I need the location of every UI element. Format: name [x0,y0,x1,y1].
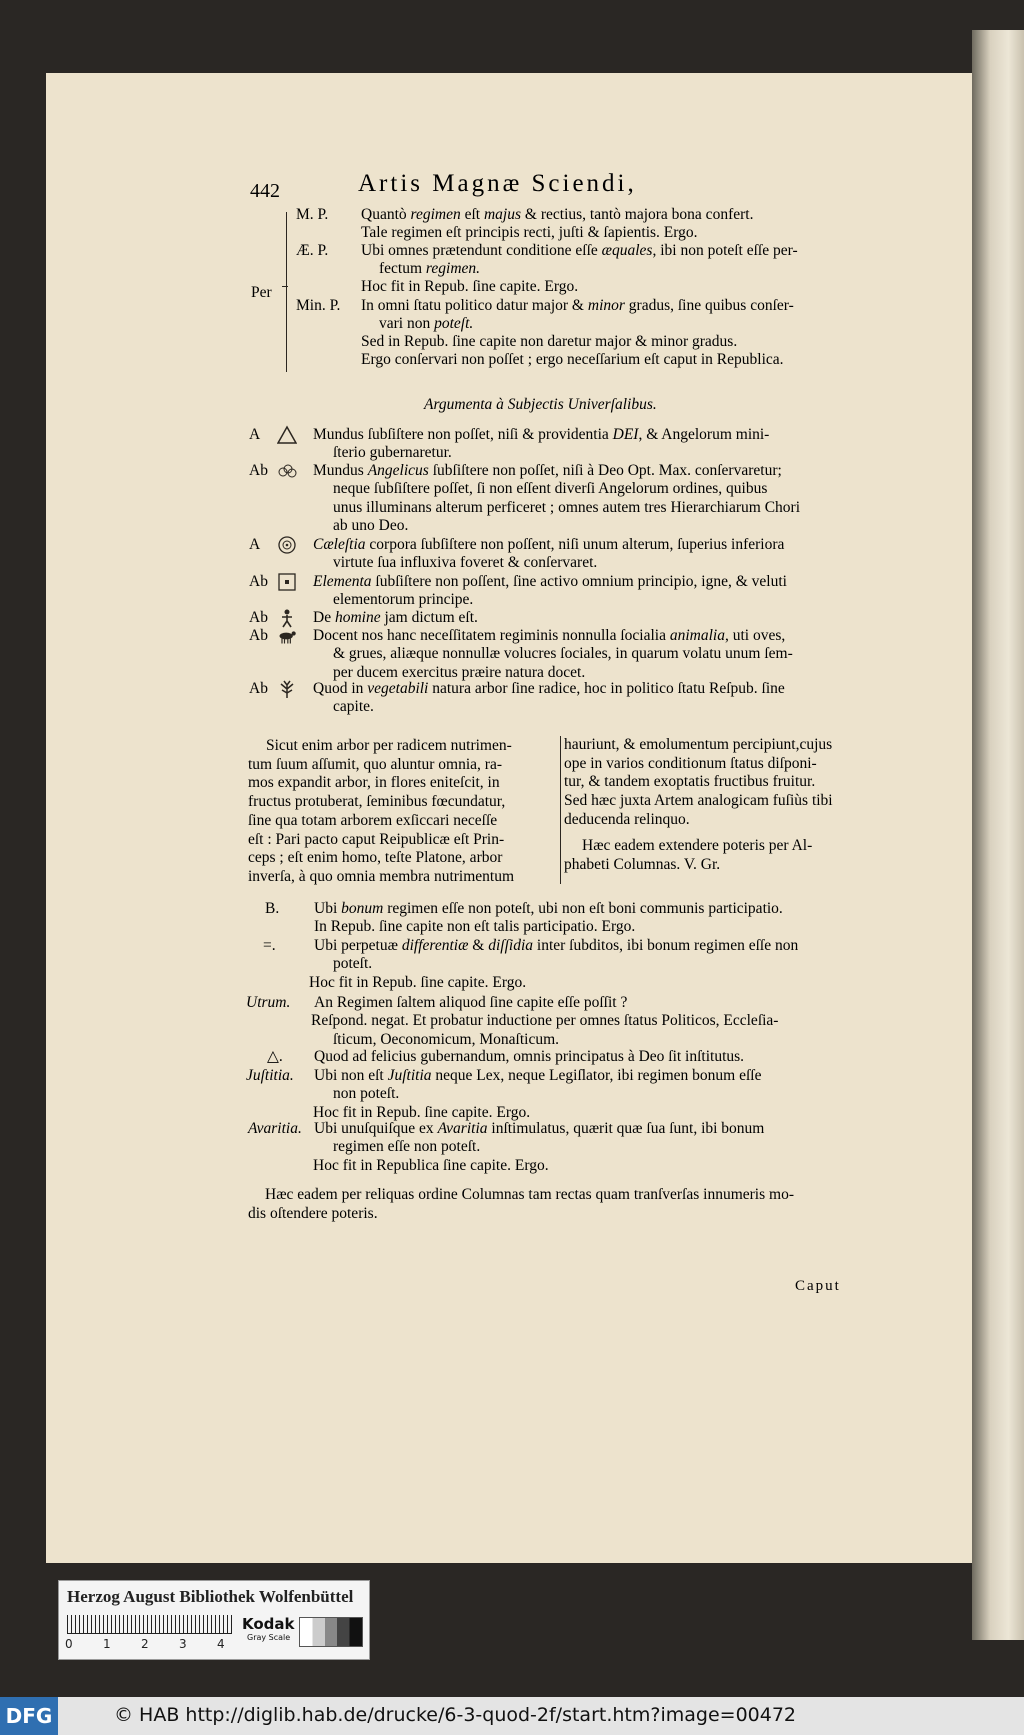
text-run: animalia [669,627,725,644]
column-right-line: Hæc eadem extendere poteris per Al- [582,837,813,854]
section-heading: Argumenta à Subjectis Univerſalibus. [424,396,657,413]
argument-label: Ab [249,627,268,644]
page-number: 442 [250,180,280,202]
ruler-number: 0 [65,1637,73,1651]
text-run: elementorum principe. [333,591,474,609]
library-name: Herzog August Bibliothek Wolfenbüttel [67,1587,354,1606]
column-left-line: mos expandit arbor, in flores eniteſcit, in [248,774,500,792]
alphabet-line [311,1012,778,1030]
argument-line [333,645,793,663]
syllogism-line [361,297,794,315]
column-right-line: tur, & tandem exoptatis fructibus fruitur. [564,773,816,791]
ruler-numbers [65,1637,255,1651]
premise-label: M. P. [296,206,329,223]
alphabet-line [313,1104,530,1122]
argument-line [333,554,597,572]
text-run: Avaritia [437,1120,488,1137]
alphabet-label: Avaritia. [248,1120,302,1137]
alphabet-line [314,1120,764,1138]
column-left-line: ceps ; eſt enim homo, teſte Platone, arbor [248,849,503,867]
text-run: regimen eſſe non poteſt, ubi non eſt boni communis participatio. [383,900,783,917]
text-run: capite. [333,698,374,716]
column-right-line: hauriunt, & emolumentum percipiunt,cujus [564,736,833,753]
alphabet-line [313,1157,549,1175]
per-label: Per [251,284,272,301]
text-run: Quod ad felicius gubernandum, omnis principatus à Deo ſit inſtitutus. [314,1048,745,1065]
text-run: Juſtitia [387,1067,432,1084]
premise-label: Min. P. [296,296,341,314]
alphabet-label: =. [263,937,276,954]
argument-label: A [249,426,261,443]
text-run: regimen [410,206,461,223]
text-run: differentiæ [401,937,469,954]
text-run: poteſt. [434,314,474,332]
ruler-scale [67,1615,232,1634]
text-run: natura arbor ſine radice, hoc in politico ſtatu Reſpub. ſine [428,680,785,697]
text-run: & [468,937,489,954]
syllogism-line [379,315,473,333]
argument-label: Ab [249,680,268,697]
text-run: Quod in [313,680,368,697]
text-run: Ubi unuſquiſque ex [314,1120,438,1137]
syllogism-line [361,333,737,351]
alphabet-line [314,937,798,955]
text-run: & rectius, tantò majora bona confert. [521,206,754,223]
text-run: gradus, ſine quibus conſer- [624,296,794,314]
alphabet-label: Juſtitia. [246,1067,294,1084]
column-left-line: eſt : Pari pacto caput Reipublicæ eſt Prin- [248,830,505,848]
ruler-number: 4 [217,1637,225,1651]
text-run: regimen eſſe non poteſt. [333,1138,481,1156]
text-run: Ergo conſervari non poſſet ; ergo neceſſarium eſt caput in Republica. [361,350,784,368]
column-right-line: Sed hæc juxta Artem analogicam fuſiùs tibi [564,792,833,810]
text-run: Hoc fit in Republica ſine capite. Ergo. [313,1156,549,1174]
argument-line [313,536,784,554]
text-run: Ubi omnes prætendunt conditione eſſe [361,242,602,260]
alphabet-line [314,918,635,936]
argument-line [313,462,782,480]
argument-line [333,444,452,462]
alphabet-line [314,994,627,1012]
text-run: ab uno Deo. [333,517,409,535]
closing-line: Hæc eadem per reliquas ordine Columnas tam rectas quam tranſverſas innumeris mo- [265,1186,794,1203]
text-run: homine [334,609,381,626]
text-run: vegetabili [367,680,429,697]
column-left-line: tum ſuum aſſumit, quo aluntur omnia, ra- [248,755,502,773]
column-divider [560,736,561,884]
alphabet-line [333,955,372,973]
argument-label: Ab [249,609,268,626]
column-right-line: ope in varios conditionum ſtatus diſponi- [564,754,817,772]
text-run: ſubſiſtere non poſſent, ſine activo omnium principio, igne, & veluti [371,573,787,590]
argument-label: Ab [249,462,268,479]
alphabet-line [333,1031,559,1049]
ruler-number: 2 [141,1637,149,1651]
argument-line [333,480,767,498]
column-left-line: Sicut enim arbor per radicem nutrimen- [266,737,512,754]
text-run: neque Lex, neque Legiſlator, ibi regimen bonum eſſe [431,1067,762,1084]
alphabet-line [309,974,526,992]
alphabet-line [314,1048,744,1066]
text-run: , & Angelorum mini- [638,426,770,443]
ruler-number: 1 [103,1637,111,1651]
text-run: Ubi non eſt [314,1067,388,1084]
text-run: Reſpond. negat. Et probatur inductione per omnes ſtatus Politicos, Eccleſia- [311,1012,779,1030]
text-run: inter ſubditos, ibi bonum regimen eſſe non [533,937,799,954]
text-run: In Repub. ſine capite non eſt talis participatio. Ergo. [314,918,636,936]
text-run: Quantò [361,206,411,223]
column-right-line: deducenda relinquo. [564,810,690,828]
argument-line [313,426,769,444]
scale-card [58,1580,370,1660]
alphabet-line [314,1067,761,1085]
argument-line [333,591,473,609]
text-run: An Regimen ſaltem aliquod ſine capite eſſe poſſit ? [314,994,628,1011]
syllogism-brace-point [282,286,288,287]
argument-line [333,499,800,517]
ruler-number: 3 [179,1637,187,1651]
text-run: De [313,609,335,626]
text-run: Mundus ſubſiſtere non poſſet, niſi & providentia [313,426,613,443]
gray-scale-patches [299,1617,363,1647]
syllogism-line [361,351,784,369]
text-run: bonum [341,900,384,917]
text-run: Sed in Repub. ſine capite non daretur major & minor gradus. [361,332,738,350]
column-left-line: fructus protuberat, ſeminibus fœcundatur, [248,793,506,811]
alphabet-label: Utrum. [246,994,291,1011]
column-left-line: ſine qua totam arborem exſiccari neceſſe [248,811,498,829]
text-run: Mundus [313,462,368,479]
text-run: Ubi perpetuæ [314,937,402,954]
text-run: per ducem exercitus præire natura docet. [333,663,586,681]
kodak-subtitle: Gray Scale [247,1633,291,1642]
text-run: æquales [601,242,653,260]
argument-line [333,698,374,716]
text-run: ſterio gubernaretur. [333,444,452,462]
text-run: vari non [379,314,435,332]
text-run: unus illuminans alterum perficeret ; omnes autem tres Hierarchiarum Chori [333,498,801,516]
copyright-link[interactable]: © HAB http://diglib.hab.de/drucke/6-3-quod-2f/start.htm?image=00472 [114,1704,797,1726]
alphabet-label: B. [265,900,280,917]
text-run: ſticum, Oeconomicum, Monaſticum. [333,1030,559,1048]
text-run: majus [483,206,522,223]
syllogism-brace [286,212,293,372]
text-run: corpora ſubſiſtere non poſſent, niſi unum alterum, ſuperius inferiora [365,536,785,553]
text-run: diſſidia [488,937,534,954]
text-run: Elementa [313,573,372,590]
text-run: Hoc fit in Repub. ſine capite. Ergo. [313,1103,531,1121]
text-run: jam dictum eſt. [380,609,478,626]
viewer-footer [0,1697,1024,1735]
catchword: Caput [795,1278,841,1294]
text-run: ſubſiſtere non poſſet, niſi à Deo Opt. Max. conſervaretur; [428,462,782,479]
argument-line [313,573,787,591]
alphabet-label: △. [267,1048,283,1065]
text-run: DEI [612,426,639,443]
text-run: virtute ſua influxiva foveret & conſervaret. [333,554,598,572]
text-run: fectum [379,260,426,278]
text-run: eſt [460,206,484,223]
text-run: minor [587,296,625,314]
syllogism-line [361,242,798,260]
kodak-brand: Kodak [242,1615,295,1633]
argument-line [313,609,478,627]
text-run: regimen. [425,260,481,278]
text-run: poteſt. [333,955,373,973]
dfg-logo: DFG [0,1697,58,1735]
premise-label: Æ. P. [296,242,329,260]
syllogism-line [361,224,698,242]
syllogism-line [379,260,480,278]
closing-line: dis oſtendere poteris. [248,1205,378,1222]
syllogism-line [361,278,578,296]
column-right-line: phabeti Columnas. V. Gr. [564,855,721,873]
argument-line [313,680,785,698]
text-run: neque ſubſiſtere poſſet, ſi non eſſent diverſi Angelorum ordines, quibus [333,480,768,498]
text-run: Hoc fit in Repub. ſine capite. Ergo. [361,278,579,296]
page-title: Artis Magnæ Sciendi, [358,170,637,197]
alphabet-line [314,900,783,918]
text-run: Ubi [314,900,342,917]
argument-line [333,517,408,535]
text-run: Tale regimen eſt principis recti, juſti & ſapientis. Ergo. [361,224,698,242]
alphabet-line [333,1138,480,1156]
text-run: non poteſt. [333,1085,400,1103]
text-run: & grues, aliæque nonnullæ volucres ſociales, in quarum volatu unum ſem- [333,645,793,663]
text-run: Cæleſtia [313,536,366,553]
alphabet-line [333,1085,399,1103]
text-run: In omni ſtatu politico datur major & [361,296,588,314]
text-run: , ibi non poteſt eſſe per- [652,242,798,260]
text-run: Hoc fit in Repub. ſine capite. Ergo. [309,973,527,991]
text-run: , uti oves, [724,627,786,644]
argument-line [313,627,785,645]
text-run: inſtimulatus, quærit quæ ſua ſunt, ibi bonum [487,1120,765,1137]
text-run: Docent nos hanc neceſſitatem regiminis nonnulla ſocialia [313,627,670,644]
argument-label: A [249,536,261,553]
syllogism-line [361,206,753,224]
text-run: Angelicus [367,462,429,479]
argument-label: Ab [249,573,268,590]
column-left-line: inverſa, à quo omnia membra nutrimentum [248,867,515,885]
